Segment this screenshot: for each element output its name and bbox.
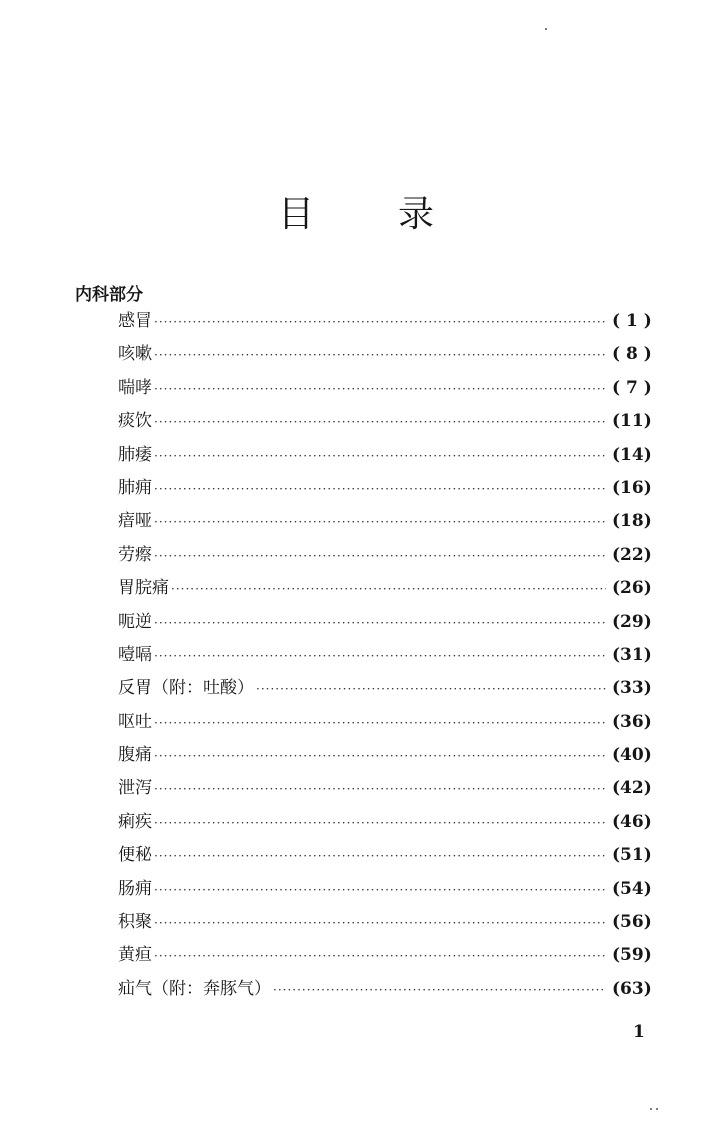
toc-entry-label: 瘖哑	[118, 511, 152, 532]
page-number: 1	[633, 1022, 645, 1042]
toc-entry	[118, 906, 658, 939]
toc-entry-page: (59)	[612, 945, 652, 966]
toc-entry	[118, 939, 658, 972]
dot-leader	[154, 306, 606, 339]
dot-leader	[154, 840, 606, 873]
toc-entry-page: (33)	[612, 678, 652, 699]
toc-entry-label: 疝气（附：奔豚气）	[118, 978, 271, 999]
toc-entry-page: (29)	[612, 611, 652, 632]
dot-leader	[171, 573, 606, 606]
toc-entry-page: (36)	[612, 711, 652, 732]
toc-entry-page: (63)	[612, 978, 652, 999]
toc-entry-page: ( 1 )	[612, 311, 652, 331]
toc-entry-label: 积聚	[118, 912, 152, 933]
toc-entry-page: ( 7 )	[612, 377, 652, 398]
toc-entry-label: 腹痛	[118, 745, 152, 766]
dot-leader	[154, 440, 606, 473]
toc-entry	[118, 539, 658, 572]
toc-entry-label: 胃脘痛	[118, 578, 169, 599]
toc-entry	[118, 839, 658, 872]
toc-entry-label: 痰饮	[118, 411, 152, 432]
dot-leader	[154, 707, 606, 740]
toc-entry	[118, 305, 658, 338]
dot-leader	[154, 339, 606, 372]
toc-entry	[118, 806, 658, 839]
toc-entry-page: (56)	[612, 912, 652, 933]
dot-leader	[154, 373, 606, 406]
toc-entry-page: (16)	[612, 477, 652, 498]
toc-entry	[118, 706, 658, 739]
toc-entry	[118, 338, 658, 371]
toc-entry-page: ( 8 )	[612, 344, 652, 365]
toc-entry	[118, 973, 658, 1006]
table-of-contents	[118, 305, 658, 1006]
toc-entry	[118, 372, 658, 405]
toc-entry-page: (11)	[612, 411, 652, 432]
dot-leader	[256, 673, 606, 706]
dot-leader	[154, 773, 606, 806]
page-title	[278, 186, 434, 237]
toc-entry	[118, 572, 658, 605]
dot-leader	[273, 974, 606, 1007]
toc-entry-page: (26)	[612, 578, 652, 599]
toc-entry-page: (22)	[612, 544, 652, 565]
toc-entry-label: 噎嗝	[118, 644, 152, 665]
scan-speck	[650, 1108, 652, 1110]
dot-leader	[154, 807, 606, 840]
toc-entry-label: 肠痈	[118, 878, 152, 899]
toc-entry	[118, 639, 658, 672]
dot-leader	[154, 540, 606, 573]
dot-leader	[154, 874, 606, 907]
toc-entry	[118, 472, 658, 505]
scan-speck	[545, 28, 547, 30]
dot-leader	[154, 940, 606, 973]
toc-entry-page: (51)	[612, 845, 652, 866]
toc-entry-label: 便秘	[118, 845, 152, 866]
toc-entry	[118, 672, 658, 705]
toc-entry-page: (46)	[612, 811, 652, 832]
dot-leader	[154, 406, 606, 439]
dot-leader	[154, 473, 606, 506]
toc-entry	[118, 873, 658, 906]
toc-entry	[118, 606, 658, 639]
dot-leader	[154, 907, 606, 940]
toc-entry	[118, 505, 658, 538]
toc-entry-page: (14)	[612, 444, 652, 465]
dot-leader	[154, 640, 606, 673]
toc-entry-page: (42)	[612, 778, 652, 799]
toc-entry-label: 呃逆	[118, 611, 152, 632]
toc-entry-label: 泄泻	[118, 778, 152, 799]
toc-entry-label: 劳瘵	[118, 544, 152, 565]
toc-entry-label: 反胃（附：吐酸）	[118, 678, 254, 699]
toc-entry-label: 呕吐	[118, 711, 152, 732]
toc-entry-page: (54)	[612, 878, 652, 899]
dot-leader	[154, 607, 606, 640]
toc-entry	[118, 739, 658, 772]
toc-entry-label: 肺痿	[118, 444, 152, 465]
dot-leader	[154, 740, 606, 773]
toc-entry-label: 咳嗽	[118, 344, 152, 365]
toc-entry-label: 肺痈	[118, 477, 152, 498]
toc-entry-label: 喘哮	[118, 377, 152, 398]
title-char-1: 目	[278, 194, 315, 235]
toc-entry-label: 黄疸	[118, 945, 152, 966]
toc-entry-page: (31)	[612, 644, 652, 665]
toc-entry	[118, 772, 658, 805]
toc-entry-label: 感冒	[118, 311, 152, 331]
title-char-2: 录	[398, 194, 435, 235]
section-heading: 内科部分	[75, 285, 143, 305]
toc-entry	[118, 439, 658, 472]
scan-speck	[656, 1108, 658, 1110]
toc-entry-page: (18)	[612, 511, 652, 532]
toc-entry	[118, 405, 658, 438]
toc-entry-page: (40)	[612, 745, 652, 766]
toc-entry-label: 痢疾	[118, 811, 152, 832]
dot-leader	[154, 506, 606, 539]
